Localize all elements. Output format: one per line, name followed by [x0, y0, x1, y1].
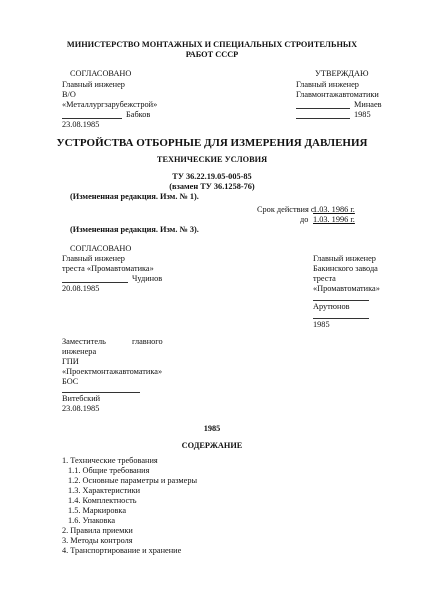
validity-from-date: 1.03. 1986 г. — [313, 205, 355, 214]
approval-right-line1: Главный инженер — [296, 80, 359, 89]
contents-item: 1.1. Общие требования — [68, 466, 150, 475]
approval2-left-heading: СОГЛАСОВАНО — [70, 244, 132, 253]
approval-left-signer: Бабков — [126, 110, 151, 119]
approval-left-line2: В/О — [62, 90, 76, 99]
contents-item: 4. Транспортирование и хранение — [62, 546, 182, 555]
approval3-signer: Витебский — [62, 394, 101, 403]
signature-line — [62, 118, 122, 119]
contents-item: 1.4. Комплектность — [68, 496, 137, 505]
contents-item: 3. Методы контроля — [62, 536, 133, 545]
approval2-right-year: 1985 — [313, 320, 330, 329]
approval2-left-line2: треста «Промавтоматика» — [62, 264, 154, 273]
approval-right-year: 1985 — [354, 110, 371, 119]
approval2-right-signer: Арутюнов — [313, 302, 350, 311]
contents-heading: СОДЕРЖАНИЕ — [181, 441, 243, 450]
contents-item: 1.3. Характеристики — [68, 486, 141, 495]
signature-line — [62, 392, 140, 393]
approval2-left-line1: Главный инженер — [62, 254, 125, 263]
approval3-date: 23.08.1985 — [62, 404, 100, 413]
approval-left-heading: СОГЛАСОВАНО — [70, 69, 132, 78]
contents-item: 1.6. Упаковка — [68, 516, 116, 525]
signature-line — [313, 300, 369, 301]
document-subtitle: ТЕХНИЧЕСКИЕ УСЛОВИЯ — [156, 155, 268, 164]
approval-left-line1: Главный инженер — [62, 80, 125, 89]
approval-left-date: 23.08.1985 — [62, 120, 100, 129]
approval3-line4: «Проектмонтажавтоматика» — [62, 367, 163, 376]
validity-from-label: Срок действия с — [257, 205, 315, 214]
approval-right-line2: Главмонтажавтоматики — [296, 90, 379, 99]
contents-item: 1.2. Основные параметры и размеры — [68, 476, 198, 485]
approval2-right-line3: треста — [313, 274, 336, 283]
approval-left-line3: «Металлургзарубежстрой» — [62, 100, 158, 109]
ministry-heading-line1: МИНИСТЕРСТВО МОНТАЖНЫХ И СПЕЦИАЛЬНЫХ СТРОИТЕЛЬНЫХ — [66, 40, 358, 49]
approval2-left-date: 20.08.1985 — [62, 284, 100, 293]
revision-note-1: (Измененная редакция. Изм. № 1). — [70, 192, 199, 201]
document-year: 1985 — [203, 424, 221, 433]
approval-right-signer: Минаев — [354, 100, 382, 109]
approval2-right-line1: Главный инженер — [313, 254, 376, 263]
signature-line — [313, 318, 369, 319]
contents-item: 1.5. Маркировка — [68, 506, 127, 515]
validity-to-date: 1.03. 1996 г. — [313, 215, 355, 224]
approval3-line1a: Заместитель — [62, 337, 106, 346]
approval2-left-signer: Чудинов — [132, 274, 163, 283]
document-replaces: (взамен ТУ 36.1258-76) — [169, 182, 255, 191]
document-code: ТУ 36.22.19.05-005-85 — [172, 172, 252, 181]
approval3-line1b: главного — [132, 337, 163, 346]
contents-item: 2. Правила приемки — [62, 526, 133, 535]
approval-right-heading: УТВЕРЖДАЮ — [315, 69, 369, 78]
contents-item: 1. Технические требования — [62, 456, 158, 465]
signature-line — [62, 282, 128, 283]
document-title: УСТРОЙСТВА ОТБОРНЫЕ ДЛЯ ИЗМЕРЕНИЯ ДАВЛЕНИЯ — [56, 137, 368, 149]
revision-note-3: (Измененная редакция. Изм. № 3). — [70, 225, 199, 234]
approval2-right-line4: «Промавтоматика» — [313, 284, 380, 293]
signature-line — [296, 118, 350, 119]
ministry-heading-line2: РАБОТ СССР — [185, 50, 239, 59]
validity-to-label: до — [300, 215, 309, 224]
signature-line — [296, 108, 350, 109]
approval2-right-line2: Бакинского завода — [313, 264, 378, 273]
approval3-line3: ГПИ — [62, 357, 79, 366]
approval3-line2: инженера — [62, 347, 97, 356]
approval3-line5: БОС — [62, 377, 79, 386]
